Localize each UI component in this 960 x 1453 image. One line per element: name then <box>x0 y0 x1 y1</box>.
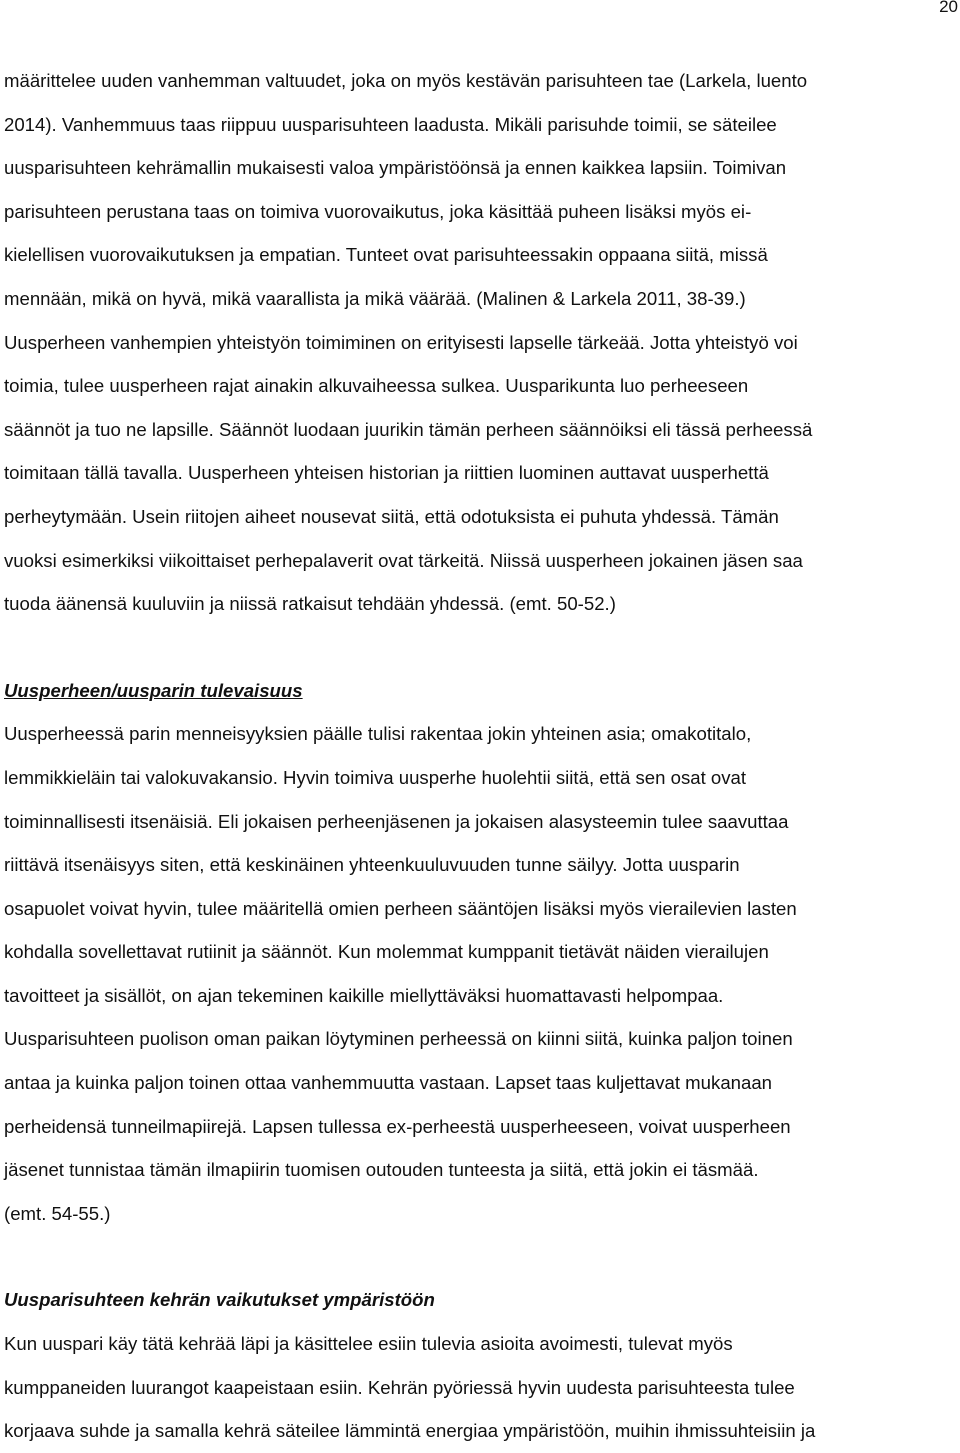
text-line: tuoda äänensä kuuluviin ja niissä ratkaisut tehdään yhdessä. (emt. 50-52.) <box>4 593 616 615</box>
page-number: 20 <box>939 0 958 16</box>
text-line: toimitaan tällä tavalla. Uusperheen yhteisen historian ja riittien luominen auttavat uusperhettä <box>4 462 769 484</box>
paragraph-tulevaisuus <box>4 712 954 1235</box>
text-line: lemmikkieläin tai valokuvakansio. Hyvin toimiva uusperhe huolehtii siitä, että sen osat ovat <box>4 766 747 788</box>
section-heading-text: Uusperheen/uusparin tulevaisuus <box>4 679 303 701</box>
section-heading-kehra <box>4 1278 954 1322</box>
text-line: mennään, mikä on hyvä, mikä vaarallista ja mikä väärää. (Malinen & Larkela 2011, 38-39.) <box>4 287 746 309</box>
section-spacer <box>4 1235 954 1278</box>
text-line: perheytymään. Usein riitojen aiheet nousevat siitä, että odotuksista ei puhuta yhdessä. Tämän <box>4 505 779 527</box>
text-line: 2014). Vanhemmuus taas riippuu uusparisuhteen laadusta. Mikäli parisuhde toimii, se säteilee <box>4 113 777 135</box>
text-line: Uusparisuhteen puolison oman paikan löytyminen perheessä on kiinni siitä, kuinka paljon toinen <box>4 1028 793 1050</box>
text-line: antaa ja kuinka paljon toinen ottaa vanhemmuutta vastaan. Lapset taas kuljettavat mukanaan <box>4 1072 773 1094</box>
text-line: Kun uuspari käy tätä kehrää läpi ja käsittelee esiin tulevia asioita avoimesti, tulevat myös <box>4 1333 733 1355</box>
text-line: määrittelee uuden vanhemman valtuudet, joka on myös kestävän parisuhteen tae (Larkela, luento <box>4 70 808 91</box>
section-heading-text: Uusparisuhteen kehrän vaikutukset ympäristöön <box>4 1289 435 1311</box>
text-line: (emt. 54-55.) <box>4 1202 111 1224</box>
text-line: kumppaneiden luurangot kaapeistaan esiin. Kehrän pyöriessä hyvin uudesta parisuhteesta tulee <box>4 1376 795 1398</box>
text-line: vuoksi esimerkiksi viikoittaiset perhepalaverit ovat tärkeitä. Niissä uusperheen jokainen jäsen saa <box>4 549 803 571</box>
document-body <box>4 59 954 1453</box>
text-line: perheidensä tunneilmapiirejä. Lapsen tullessa ex-perheestä uusperheeseen, voivat uusperheen <box>4 1115 791 1137</box>
text-line: osapuolet voivat hyvin, tulee määritellä omien perheen sääntöjen lisäksi myös vierailevien lasten <box>4 897 797 919</box>
text-line: tavoitteet ja sisällöt, on ajan tekeminen kaikille miellyttäväksi huomattavasti helpompaa. <box>4 984 724 1006</box>
text-line: jäsenet tunnistaa tämän ilmapiirin tuomisen outouden tunteesta ja siitä, että jokin ei täsmää. <box>4 1159 759 1181</box>
text-line: riittävä itsenäisyys siten, että keskinäinen yhteenkuuluvuuden tunne säilyy. Jotta uusparin <box>4 854 740 876</box>
text-line: toiminnallisesti itsenäisiä. Eli jokaisen perheenjäsenen ja jokaisen alasysteemin tulee saavuttaa <box>4 810 789 832</box>
paragraph-kehra <box>4 1322 954 1453</box>
text-line: toimia, tulee uusperheen rajat ainakin alkuvaiheessa sulkea. Uusparikunta luo perheeseen <box>4 375 749 397</box>
text-line: säännöt ja tuo ne lapsille. Säännöt luodaan juurikin tämän perheen säännöiksi eli tässä perheessä <box>4 418 813 440</box>
text-line: Uusperheen vanhempien yhteistyön toimiminen on erityisesti lapselle tärkeää. Jotta yhteistyö voi <box>4 331 798 353</box>
section-heading-tulevaisuus <box>4 669 954 713</box>
paragraph-vanhemmuus <box>4 59 954 626</box>
text-line: kielellisen vuorovaikutuksen ja empatian. Tunteet ovat parisuhteessakin oppaana siitä, missä <box>4 244 768 266</box>
text-line: kohdalla sovellettavat rutiinit ja säännöt. Kun molemmat kumppanit tietävät näiden vierailujen <box>4 941 769 963</box>
text-line: Uusperheessä parin menneisyyksien päälle tulisi rakentaa jokin yhteinen asia; omakotitalo, <box>4 723 752 745</box>
section-spacer <box>4 626 954 669</box>
text-line: uusparisuhteen kehrämallin mukaisesti valoa ympäristöönsä ja ennen kaikkea lapsiin. Toimivan <box>4 157 787 179</box>
text-line: parisuhteen perustana taas on toimiva vuorovaikutus, joka käsittää puheen lisäksi myös ei- <box>4 200 752 222</box>
text-line: korjaava suhde ja samalla kehrä säteilee lämmintä energiaa ympäristöön, muihin ihmissuhteisiin ja <box>4 1420 816 1442</box>
